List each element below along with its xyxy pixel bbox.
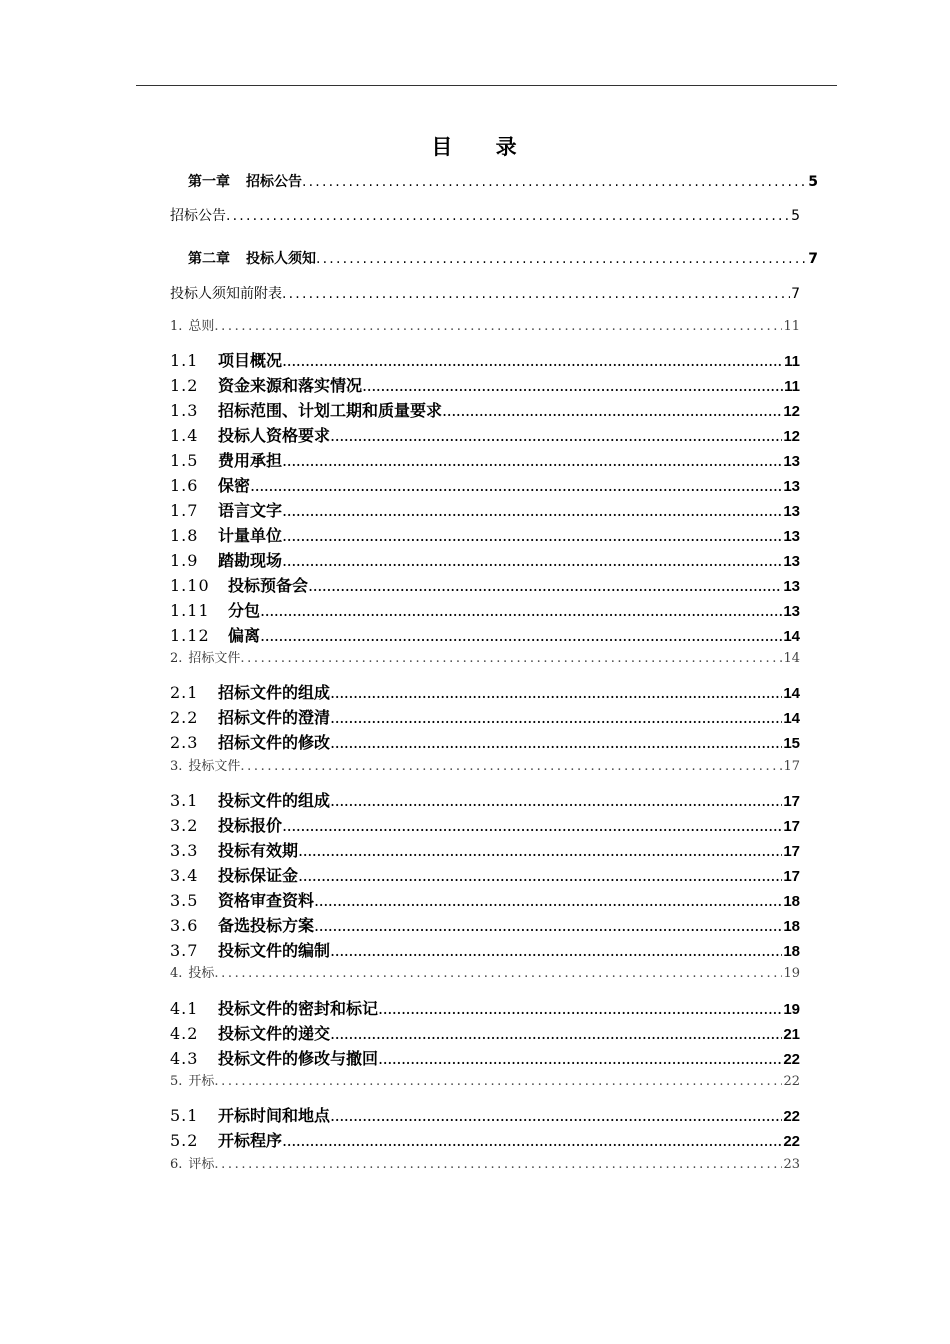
toc-entry-number: 1.12 [170,626,210,645]
toc-entry-label: 招标公告 [246,174,302,190]
toc-entry-number: 1.4 [170,426,199,445]
toc-entry[interactable] [170,814,800,838]
toc-entry-number: 5.2 [170,1131,199,1150]
toc-entry[interactable] [170,1072,800,1092]
toc-entry-number: 1.7 [170,501,199,520]
toc-entry-page-number: 19 [783,966,800,981]
toc-entry-label: 偏离 [228,626,261,645]
toc-entry[interactable] [170,789,800,813]
toc-entry-number: 2.3 [170,733,199,752]
toc-entry-page-number: 22 [783,1133,800,1150]
toc-entry-number: 3.7 [170,941,199,960]
toc-entry-label: 语言文字 [218,501,283,520]
toc-entry[interactable] [170,964,800,984]
dot-leader [214,317,782,337]
dot-leader [330,424,782,448]
toc-entry-page-number: 21 [783,1026,800,1043]
toc-entry-label: 分包 [228,601,261,620]
toc-entry[interactable] [170,349,800,373]
toc-entry[interactable] [170,317,800,337]
toc-entry[interactable] [170,939,800,963]
dot-leader [214,964,782,984]
toc-entry-label: 投标文件的密封和标记 [218,999,379,1018]
dot-leader [282,449,782,473]
dot-leader [378,1047,782,1071]
toc-entry[interactable] [170,1129,800,1153]
toc-entry-number: 5. [170,1074,183,1089]
toc-entry-label: 招标文件 [188,651,241,666]
toc-entry[interactable] [170,284,800,304]
toc-entry-number: 4.1 [170,999,199,1018]
toc-entry[interactable] [170,574,800,598]
dot-leader [330,939,782,963]
dot-leader [330,731,782,755]
dot-leader [250,474,782,498]
toc-entry-number: 1.3 [170,401,199,420]
toc-entry-number: 4.2 [170,1024,199,1043]
toc-entry-number: 1.5 [170,451,199,470]
toc-entry-label: 招标公告 [170,208,226,224]
dot-leader [282,499,782,523]
toc-entry[interactable] [170,474,800,498]
toc-entry[interactable] [170,524,800,548]
toc-entry[interactable] [170,1022,800,1046]
dot-leader [314,914,782,938]
toc-entry[interactable] [170,1047,800,1071]
toc-entry-label: 投标文件 [188,759,241,774]
toc-entry-number: 1.10 [170,576,210,595]
dot-leader [316,249,807,269]
dot-leader [302,172,807,192]
toc-entry-page-number: 13 [783,603,800,620]
toc-entry-label: 投标预备会 [228,576,309,595]
toc-entry-page-number: 18 [783,943,800,960]
toc-entry-page-number: 22 [783,1051,800,1068]
toc-entry-label: 评标 [188,1157,215,1172]
toc-entry-page-number: 13 [783,578,800,595]
toc-entry[interactable] [170,1104,800,1128]
toc-entry-page-number: 23 [783,1157,800,1172]
dot-leader [226,206,790,226]
toc-entry-page-number: 14 [783,685,800,702]
toc-entry-label: 招标文件的组成 [218,683,331,702]
dot-leader [260,624,782,648]
toc-entry[interactable] [170,206,800,226]
toc-entry-label: 投标人资格要求 [218,426,331,445]
toc-entry[interactable] [170,449,800,473]
toc-entry-number: 3.3 [170,841,199,860]
dot-leader [308,574,782,598]
toc-entry-number: 3.6 [170,916,199,935]
toc-entry-number: 1.1 [170,351,199,370]
toc-entry-label: 投标 [188,966,215,981]
toc-entry-label: 投标报价 [218,816,283,835]
toc-entry-page-number: 5 [808,174,818,190]
dot-leader [260,599,782,623]
toc-entry-label: 资金来源和落实情况 [218,376,363,395]
toc-entry-number: 第二章 [188,251,230,267]
toc-entry-page-number: 18 [783,918,800,935]
toc-entry-number: 3.5 [170,891,199,910]
toc-entry-page-number: 12 [783,403,800,420]
toc-entry[interactable] [170,731,800,755]
toc-entry-number: 3.4 [170,866,199,885]
toc-entry-number: 2.1 [170,683,199,702]
dot-leader [298,839,782,863]
toc-title: 目 录 [431,135,535,159]
toc-entry-page-number: 22 [783,1074,800,1089]
dot-leader [378,997,782,1021]
toc-entry-page-number: 11 [784,378,800,395]
toc-entry-number: 1.9 [170,551,199,570]
toc-entry[interactable] [170,649,800,669]
toc-entry-page-number: 11 [784,353,800,370]
toc-entry-page-number: 13 [783,453,800,470]
toc-entry-number: 2. [170,651,183,666]
toc-entry-page-number: 13 [783,528,800,545]
toc-entry-page-number: 14 [783,651,800,666]
toc-entry-number: 3.2 [170,816,199,835]
toc-entry[interactable] [170,681,800,705]
dot-leader [282,814,782,838]
toc-entry-label: 投标人须知 [246,251,316,267]
toc-entry-number: 1.6 [170,476,199,495]
toc-entry[interactable] [170,374,800,398]
toc-entry[interactable] [170,997,800,1021]
toc-entry[interactable] [170,914,800,938]
toc-entry-label: 投标文件的修改与撤回 [218,1049,379,1068]
toc-entry-page-number: 13 [783,478,800,495]
toc-entry-page-number: 17 [783,793,800,810]
toc-entry-label: 开标 [188,1074,215,1089]
dot-leader [330,681,782,705]
toc-entry-number: 1.8 [170,526,199,545]
toc-entry-label: 招标文件的修改 [218,733,331,752]
toc-entry-page-number: 7 [808,251,818,267]
dot-leader [298,864,782,888]
toc-entry-label: 投标人须知前附表 [170,286,282,302]
toc-entry-number: 1.11 [170,601,210,620]
toc-entry-number: 3.1 [170,791,199,810]
dot-leader [330,1104,782,1128]
toc-entry-label: 项目概况 [218,351,283,370]
toc-entry-number: 5.1 [170,1106,199,1125]
dot-leader [282,524,782,548]
toc-entry-label: 保密 [218,476,251,495]
toc-entry[interactable] [170,499,800,523]
toc-entry-page-number: 13 [783,553,800,570]
dot-leader [330,706,782,730]
toc-entry[interactable] [170,424,800,448]
toc-entry-label: 费用承担 [218,451,283,470]
toc-entry[interactable] [170,757,800,777]
toc-entry-page-number: 17 [783,868,800,885]
toc-entry-label: 投标文件的编制 [218,941,331,960]
toc-entry[interactable] [170,706,800,730]
toc-entry-label: 资格审查资料 [218,891,315,910]
dot-leader [442,399,782,423]
dot-leader [330,1022,782,1046]
toc-entry[interactable] [170,1155,800,1175]
dot-leader [282,349,783,373]
toc-entry[interactable] [188,172,818,192]
toc-entry-page-number: 19 [783,1001,800,1018]
toc-entry-number: 第一章 [188,174,230,190]
dot-leader [282,549,782,573]
toc-entry[interactable] [170,399,800,423]
toc-entry[interactable] [170,864,800,888]
toc-entry-number: 3. [170,759,183,774]
toc-entry-number: 4.3 [170,1049,199,1068]
toc-entry-number: 2.2 [170,708,199,727]
toc-entry-label: 踏勘现场 [218,551,283,570]
toc-entry[interactable] [170,889,800,913]
toc-entry[interactable] [170,549,800,573]
dot-leader [330,789,782,813]
toc-entry-page-number: 12 [783,428,800,445]
toc-entry-page-number: 22 [783,1108,800,1125]
dot-leader [240,757,782,777]
dot-leader [214,1072,782,1092]
dot-leader [314,889,782,913]
toc-entry-page-number: 17 [783,843,800,860]
toc-entry-page-number: 17 [783,818,800,835]
dot-leader [282,284,790,304]
toc-entry-label: 招标范围、计划工期和质量要求 [218,401,443,420]
toc-entry-label: 投标文件的组成 [218,791,331,810]
toc-entry-page-number: 14 [783,710,800,727]
toc-entry-label: 备选投标方案 [218,916,315,935]
toc-entry-page-number: 17 [783,759,800,774]
toc-entry-label: 总则 [188,319,215,334]
toc-entry-page-number: 14 [783,628,800,645]
header-rule [136,85,837,86]
toc-entry[interactable] [170,599,800,623]
toc-entry-label: 投标保证金 [218,866,299,885]
toc-entry[interactable] [170,624,800,648]
toc-entry-label: 开标时间和地点 [218,1106,331,1125]
toc-entry[interactable] [170,839,800,863]
dot-leader [240,649,782,669]
toc-entry[interactable] [188,249,818,269]
dot-leader [362,374,783,398]
toc-entry-number: 6. [170,1157,183,1172]
toc-entry-label: 投标有效期 [218,841,299,860]
dot-leader [214,1155,782,1175]
dot-leader [282,1129,782,1153]
toc-entry-label: 投标文件的递交 [218,1024,331,1043]
toc-entry-label: 开标程序 [218,1131,283,1150]
toc-entry-page-number: 5 [791,208,800,224]
toc-entry-number: 1. [170,319,183,334]
toc-entry-page-number: 13 [783,503,800,520]
toc-entry-page-number: 11 [783,319,800,334]
toc-entry-page-number: 18 [783,893,800,910]
toc-entry-label: 招标文件的澄清 [218,708,331,727]
toc-entry-number: 1.2 [170,376,199,395]
toc-entry-number: 4. [170,966,183,981]
toc-entry-page-number: 7 [791,286,800,302]
toc-entry-page-number: 15 [783,735,800,752]
toc-entry-label: 计量单位 [218,526,283,545]
